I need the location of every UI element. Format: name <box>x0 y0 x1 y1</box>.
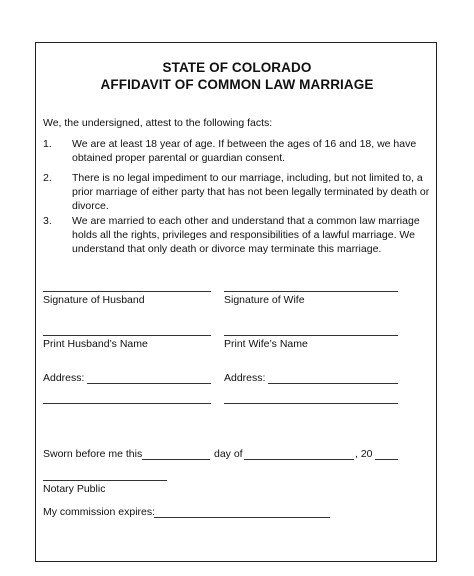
wife-address-line-2[interactable] <box>224 403 398 404</box>
wife-print-line[interactable] <box>224 335 398 336</box>
fact-number: 3. <box>43 215 52 227</box>
state-heading: STATE OF COLORADO <box>162 60 312 75</box>
fact-line: There is no legal impediment to our marriage, including, but not limited to, a <box>72 172 423 184</box>
notary-signature-line[interactable] <box>43 480 167 481</box>
fact-line: We are at least 18 year of age. If between the ages of 16 and 18, we have <box>72 138 417 150</box>
intro-text: We, the undersigned, attest to the following facts: <box>43 117 273 129</box>
sworn-month-line[interactable] <box>244 459 354 460</box>
wife-address-line-1[interactable] <box>268 383 398 384</box>
fact-line: We are married to each other and understand that a common law marriage <box>72 215 420 227</box>
commission-expiry-line[interactable] <box>154 517 330 518</box>
husband-signature-label: Signature of Husband <box>43 294 145 306</box>
husband-address-label: Address: <box>43 372 85 384</box>
commission-label: My commission expires: <box>43 506 156 518</box>
wife-address-label: Address: <box>224 372 266 384</box>
husband-print-label: Print Husband’s Name <box>43 338 148 350</box>
fact-paragraph-1 <box>72 137 432 165</box>
husband-print-line[interactable] <box>43 335 211 336</box>
fact-line: holds all the rights, privileges and responsibilities of a lawful marriage. We <box>72 229 415 241</box>
sworn-year-prefix: , 20 <box>355 448 373 460</box>
husband-signature-line[interactable] <box>43 291 211 292</box>
sworn-prefix: Sworn before me this <box>43 448 143 460</box>
affidavit-title: AFFIDAVIT OF COMMON LAW MARRIAGE <box>100 77 374 92</box>
fact-number: 2. <box>43 172 52 184</box>
fact-line: divorce. <box>72 200 109 212</box>
fact-line: obtained proper parental or guardian consent. <box>72 152 286 164</box>
sworn-year-line[interactable] <box>375 459 398 460</box>
husband-address-line-1[interactable] <box>87 383 211 384</box>
notary-public-label: Notary Public <box>43 483 106 495</box>
fact-line: prior marriage of either party that has not been legally terminated by death or <box>72 186 430 198</box>
fact-line: understand that only death or divorce may terminate this marriage. <box>72 243 382 255</box>
wife-signature-line[interactable] <box>224 291 398 292</box>
fact-number: 1. <box>43 138 52 150</box>
wife-signature-label: Signature of Wife <box>224 294 305 306</box>
husband-address-line-2[interactable] <box>43 403 211 404</box>
fact-paragraph-2 <box>72 171 432 213</box>
sworn-day-of: day of <box>214 448 243 460</box>
fact-paragraph-3 <box>72 214 432 256</box>
wife-print-label: Print Wife’s Name <box>224 338 308 350</box>
sworn-day-line[interactable] <box>142 459 210 460</box>
